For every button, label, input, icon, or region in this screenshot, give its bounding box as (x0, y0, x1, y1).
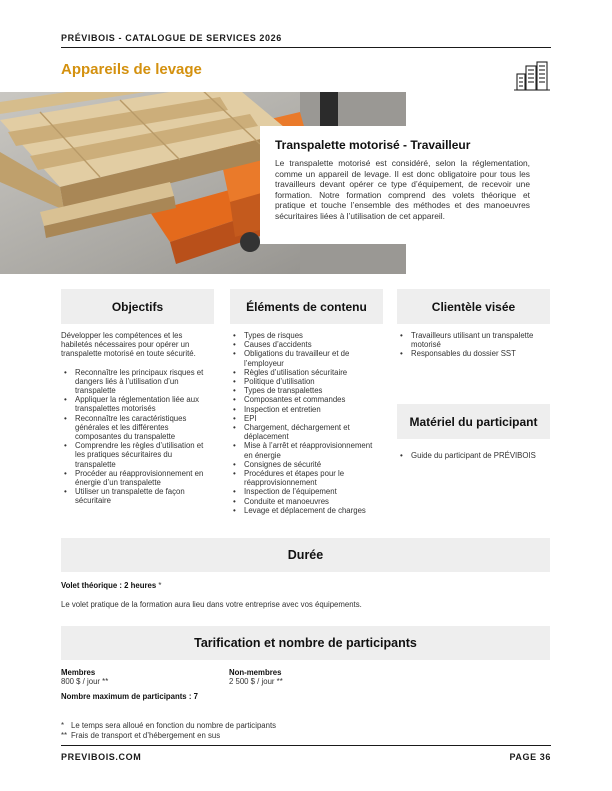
course-title: Transpalette motorisé - Travailleur (275, 138, 471, 152)
footer-website: PREVIBOIS.COM (61, 752, 142, 762)
list-item: • Types de risques (230, 331, 383, 340)
materiel-heading: Matériel du participant (397, 404, 550, 439)
list-item: • Travailleurs utilisant un transpalette motorisé (397, 331, 550, 349)
objectifs-intro: Développer les compétences et les habiletés nécessaires pour opérer un transpalette motorisé en toute sécurité. (61, 331, 196, 359)
nonmembers-price: 2 500 $ / jour ** (229, 677, 283, 687)
list-item: • Obligations du travailleur et de l’employeur (230, 349, 383, 367)
list-item: • Utiliser un transpalette de façon sécuritaire (61, 487, 214, 505)
duree-practice: Le volet pratique de la formation aura lieu dans votre entreprise avec vos équipements. (61, 600, 362, 609)
list-item: • Comprendre les règles d’utilisation et les pratiques sécuritaires du transpalette (61, 441, 214, 469)
members-label: Membres (61, 668, 96, 677)
list-item: • Guide du participant de PRÉVIBOIS (397, 451, 550, 460)
objectifs-heading: Objectifs (61, 289, 214, 324)
footer-rule (61, 745, 551, 746)
list-item: • Règles d’utilisation sécuritaire (230, 368, 383, 377)
list-item: • Inspection de l’équipement (230, 487, 383, 496)
note-1 (61, 721, 276, 730)
contenu-heading: Éléments de contenu (230, 289, 383, 324)
course-card (260, 126, 544, 244)
list-item: • Procédures et étapes pour le réapprovisionnement (230, 469, 383, 487)
duree-theory-mark: * (156, 581, 162, 590)
clientele-list (397, 331, 550, 359)
list-item: • Responsables du dossier SST (397, 349, 550, 358)
note-2-mark: ** (61, 731, 68, 740)
members-price: 800 $ / jour ** (61, 677, 109, 687)
note-2-text: Frais de transport et d’hébergement en sus (71, 731, 221, 740)
tarif-heading: Tarification et nombre de participants (61, 626, 550, 660)
list-item: • Chargement, déchargement et déplacement (230, 423, 383, 441)
contenu-list (230, 331, 383, 515)
duree-theory (61, 581, 161, 590)
objectifs-list (61, 368, 214, 506)
note-1-mark: * (61, 721, 65, 730)
max-participants: Nombre maximum de participants : 7 (61, 692, 198, 701)
list-item: • Causes d’accidents (230, 340, 383, 349)
duree-theory-label: Volet théorique : 2 heures (61, 581, 157, 590)
list-item: • Mise à l’arrêt et réapprovisionnement en énergie (230, 441, 383, 459)
section-title: Appareils de levage (61, 61, 202, 78)
header-rule (61, 47, 551, 48)
contenu-section (230, 331, 383, 515)
nonmembers-block (229, 668, 283, 687)
list-item: • Levage et déplacement de charges (230, 506, 383, 515)
objectifs-section (61, 331, 214, 506)
note-2 (61, 731, 220, 740)
list-item: • Appliquer la réglementation liée aux transpalettes motorisés (61, 395, 214, 413)
list-item: • Conduite et manoeuvres (230, 497, 383, 506)
list-item: • Inspection et entretien (230, 405, 383, 414)
duree-heading: Durée (61, 538, 550, 572)
header-title: PRÉVIBOIS - CATALOGUE DE SERVICES 2026 (61, 33, 282, 43)
nonmembers-label: Non-membres (229, 668, 282, 677)
materiel-list (397, 451, 550, 460)
list-item: • Reconnaître les principaux risques et dangers liés à l’utilisation d’un transpalette (61, 368, 214, 396)
list-item: • Procéder au réapprovisionnement en énergie d’un transpalette (61, 469, 214, 487)
list-item: • Consignes de sécurité (230, 460, 383, 469)
page-number: PAGE 36 (509, 752, 551, 762)
clientele-heading: Clientèle visée (397, 289, 550, 324)
note-1-text: Le temps sera alloué en fonction du nombre de participants (71, 721, 277, 730)
members-block (61, 668, 108, 687)
clientele-section (397, 331, 550, 359)
list-item: • Composantes et commandes (230, 395, 383, 404)
list-item: • Reconnaître les caractéristiques générales et les différentes composantes du transpalette (61, 414, 214, 442)
materiel-section (397, 451, 550, 460)
list-item: • EPI (230, 414, 383, 423)
list-item: • Politique d’utilisation (230, 377, 383, 386)
building-icon (513, 60, 551, 92)
course-description: Le transpalette motorisé est considéré, selon la réglementation, comme un appareil de levage. Il est donc obligatoire pour tous les travailleurs devant opérer ce type d’équipement, de recevoir une formation. Notre formation comprend des volets théorique et pratique et touche l’ensemble des méthodes et des manoeuvres sécuritaires liées à l’utilisation de cet appareil. (275, 158, 530, 221)
list-item: • Types de transpalettes (230, 386, 383, 395)
